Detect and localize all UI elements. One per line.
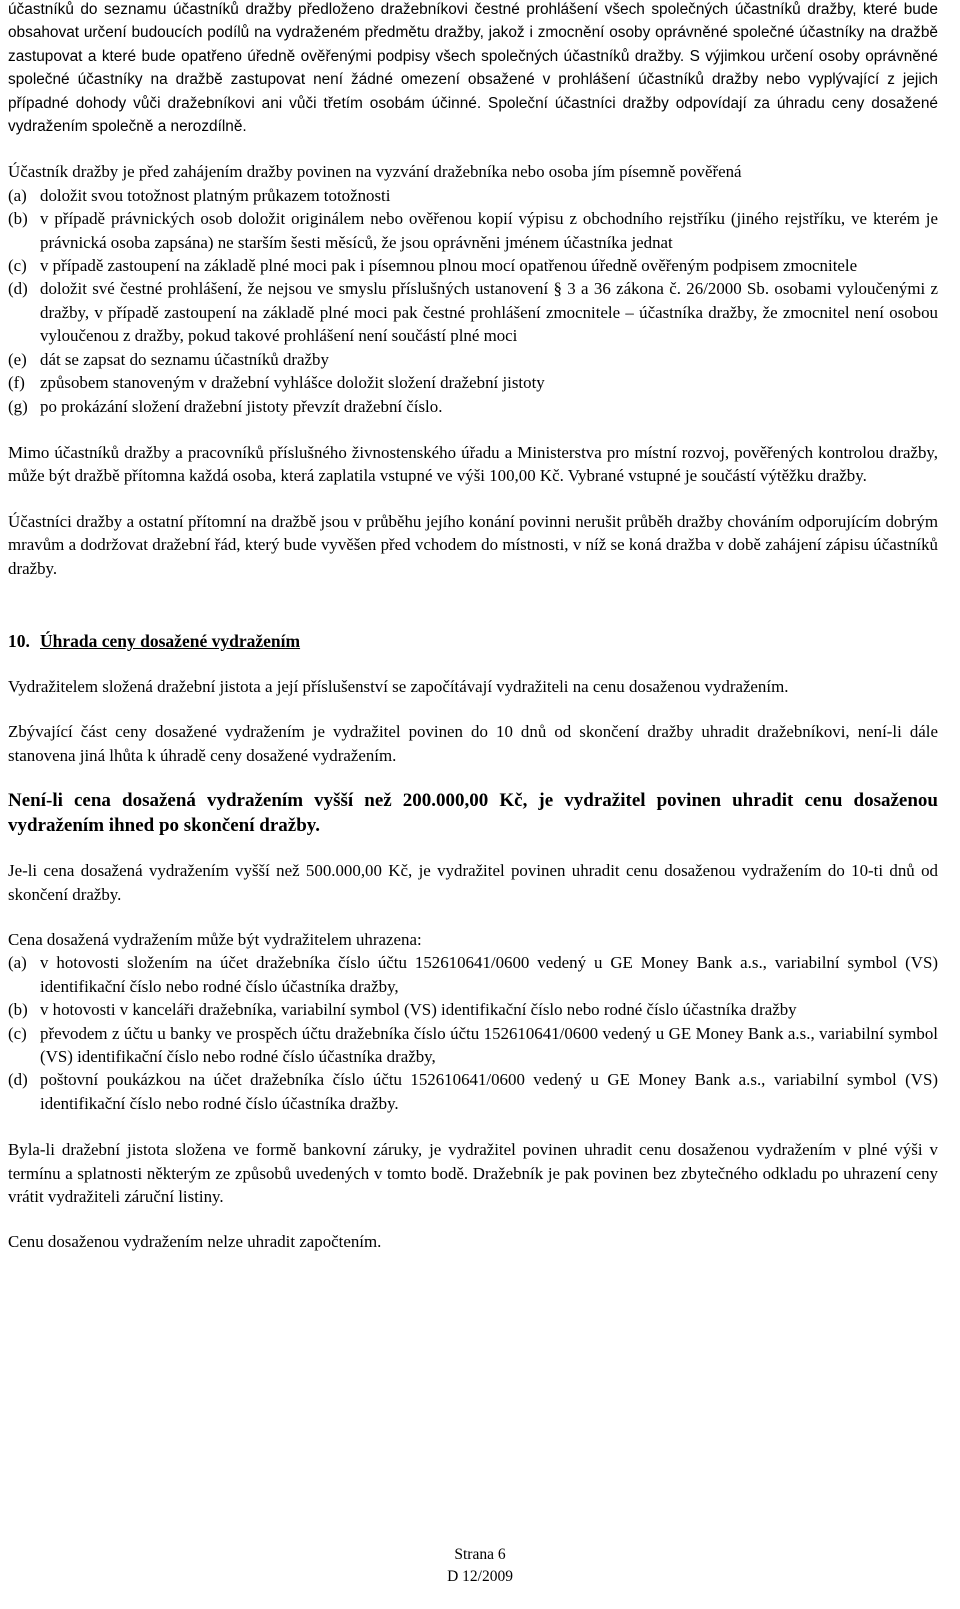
- guarantee-paragraph: Byla-li dražební jistota složena ve formě bankovní záruky, je vydražitel povinen uhradit cenu dosaženou vydražením v plné výši v termínu a splatnosti některým ze způsobů uvedených v tomto bodě. Dražebník je pak povinen bez zbytečného odkladu po uhrazení ceny vrátit vydražiteli záruční listiny.: [8, 1140, 938, 1207]
- list-item-label: (e): [8, 349, 27, 369]
- list-item-text: po prokázání složení dražební jistoty převzít dražební číslo.: [40, 396, 443, 416]
- list-item-text: v případě právnických osob doložit originálem nebo ověřenou kopií výpisu z obchodního rejstříku (jiného rejstříku, ve kterém je právnická osoba zapsána) ne starším šesti měsíců, že jsou oprávněni jménem účastníka jednat: [40, 209, 938, 252]
- conduct-paragraph: Účastníci dražby a ostatní přítomní na dražbě jsou v průběhu jejího konání povinni nerušit průběh dražby chováním odporujícím dobrým mravům a dodržovat dražební řád, který bude vyvěšen před vchodem do místnosti, v níž se koná dražba v době zahájení zápisu účastníků dražby.: [8, 511, 938, 578]
- list-item-text: doložit svou totožnost platným průkazem totožnosti: [40, 185, 391, 205]
- list-item-text: v případě zastoupení na základě plné moci pak i písemnou plnou mocí opatřenou úředně ověřeným podpisem zmocnitele: [40, 256, 858, 276]
- offset-paragraph: Cenu dosaženou vydražením nelze uhradit započtením.: [8, 1232, 382, 1252]
- section-number: 10.: [8, 630, 30, 651]
- list-item-text: doložit své čestné prohlášení, že nejsou ve smyslu příslušných ustanovení § 3 a 36 zákona č. 26/2000 Sb. osobami vyloučenými z dražby, v případě zastoupení na základě plné moci pak čestné prohlášení zmocnitele – účastníka dražby, že zmocnitel není osobou vyloučenou z dražby, pokud takové prohlášení není součástí plné moci: [40, 279, 938, 346]
- list-item-label: (a): [8, 953, 27, 973]
- page-footer: [0, 1544, 960, 1588]
- list-item: [8, 395, 938, 418]
- payment-methods-list: [8, 951, 938, 1115]
- list-item-text: v hotovosti složením na účet dražebníka číslo účtu 152610641/0600 vedený u GE Money Bank a.s., variabilní symbol (VS) identifikační číslo nebo rodné číslo účastníka dražby,: [40, 953, 938, 996]
- list-item: [8, 207, 938, 254]
- list-item-text: převodem z účtu u banky ve prospěch účtu dražebníka číslo účtu 152610641/0600 vedený u GE Money Bank a.s., variabilní symbol (VS) identifikační číslo nebo rodné číslo účastníka dražby,: [40, 1023, 938, 1066]
- list-item-label: (f): [8, 373, 25, 393]
- list-item-label: (b): [8, 1000, 28, 1020]
- list-item-label: (c): [8, 256, 27, 276]
- list-item-label: (a): [8, 185, 27, 205]
- payment-methods-intro: Cena dosažená vydražením může být vydražitelem uhrazena:: [8, 929, 422, 949]
- participant-duties-list: [8, 184, 938, 418]
- above-limit-paragraph: Je-li cena dosažená vydražením vyšší než 500.000,00 Kč, je vydražitel povinen uhradit cenu dosaženou vydražením do 10-ti dnů od skončení dražby.: [8, 861, 938, 904]
- remainder-paragraph: Zbývající část ceny dosažené vydražením je vydražitel povinen do 10 dnů od skončení dražby uhradit dražebníkovi, není-li dále stanovena jiná lhůta k úhradě ceny dosažené vydražením.: [8, 722, 938, 765]
- deposit-paragraph: Vydražitelem složená dražební jistota a její příslušenství se započítávají vydražiteli na cenu dosaženou vydražením.: [8, 676, 789, 696]
- list-item: [8, 371, 938, 394]
- list-item-text: v hotovosti v kanceláři dražebníka, variabilní symbol (VS) identifikační číslo nebo rodné číslo účastníka dražby: [40, 1000, 797, 1020]
- list-item-label: (d): [8, 279, 28, 299]
- participant-duties-block: [8, 160, 938, 417]
- section-heading: [8, 630, 938, 653]
- list-item-text: způsobem stanoveným v dražební vyhlášce doložit složení dražební jistoty: [40, 373, 545, 393]
- list-item-label: (c): [8, 1023, 27, 1043]
- list-item: [8, 998, 938, 1021]
- list-item: [8, 348, 938, 371]
- list-item-label: (b): [8, 209, 28, 229]
- list-item: [8, 951, 938, 998]
- section-title: Úhrada ceny dosažené vydražením: [40, 630, 301, 651]
- list-item-label: (g): [8, 396, 28, 416]
- list-item: [8, 277, 938, 347]
- payment-methods-block: [8, 928, 938, 1115]
- list-item-label: (d): [8, 1070, 28, 1090]
- participant-duties-intro: Účastník dražby je před zahájením dražby povinen na vyzvání dražebníka nebo osoba jím písemně pověřená: [8, 162, 742, 182]
- list-item: [8, 254, 938, 277]
- intro-paragraph: účastníků do seznamu účastníků dražby předloženo dražebníkovi čestné prohlášení všech společných účastníků dražby, které bude obsahovat určení budoucích podílů na vydraženém předmětu dražby, jakož i zmocnění osoby oprávněné společné účastníky na dražbě zastupovat a které bude opatřeno úředně ověřenými podpisy všech společných účastníků dražby. S výjimkou určení osoby oprávněné společné účastníky na dražbě zastupovat není žádné omezení obsažené v prohlášení účastníků dražby nebo vyplývající z jejich případné dohody vůči dražebníkovi ani vůči třetím osobám účinné. Společní účastníci dražby odpovídají za úhradu ceny dosažené vydražením společně a nerozdílně.: [8, 1, 938, 136]
- page-number: Strana 6: [454, 1546, 506, 1563]
- bold-payment-paragraph: Není-li cena dosažená vydražením vyšší než 200.000,00 Kč, je vydražitel povinen uhradit cenu dosaženou vydražením ihned po skončení dražby.: [8, 790, 938, 837]
- list-item: [8, 1022, 938, 1069]
- list-item: [8, 1068, 938, 1115]
- document-id: D 12/2009: [447, 1568, 513, 1585]
- list-item: [8, 184, 938, 207]
- list-item-text: dát se zapsat do seznamu účastníků dražby: [40, 349, 329, 369]
- attendance-paragraph: Mimo účastníků dražby a pracovníků příslušného živnostenského úřadu a Ministerstva pro místní rozvoj, pověřených kontrolou dražby, může být dražbě přítomna každá osoba, která zaplatila vstupné ve výši 100,00 Kč. Vybrané vstupné je součástí výtěžku dražby.: [8, 442, 938, 486]
- list-item-text: poštovní poukázkou na účet dražebníka číslo účtu 152610641/0600 vedený u GE Money Bank a.s., variabilní symbol (VS) identifikační číslo nebo rodné číslo účastníka dražby.: [40, 1070, 938, 1113]
